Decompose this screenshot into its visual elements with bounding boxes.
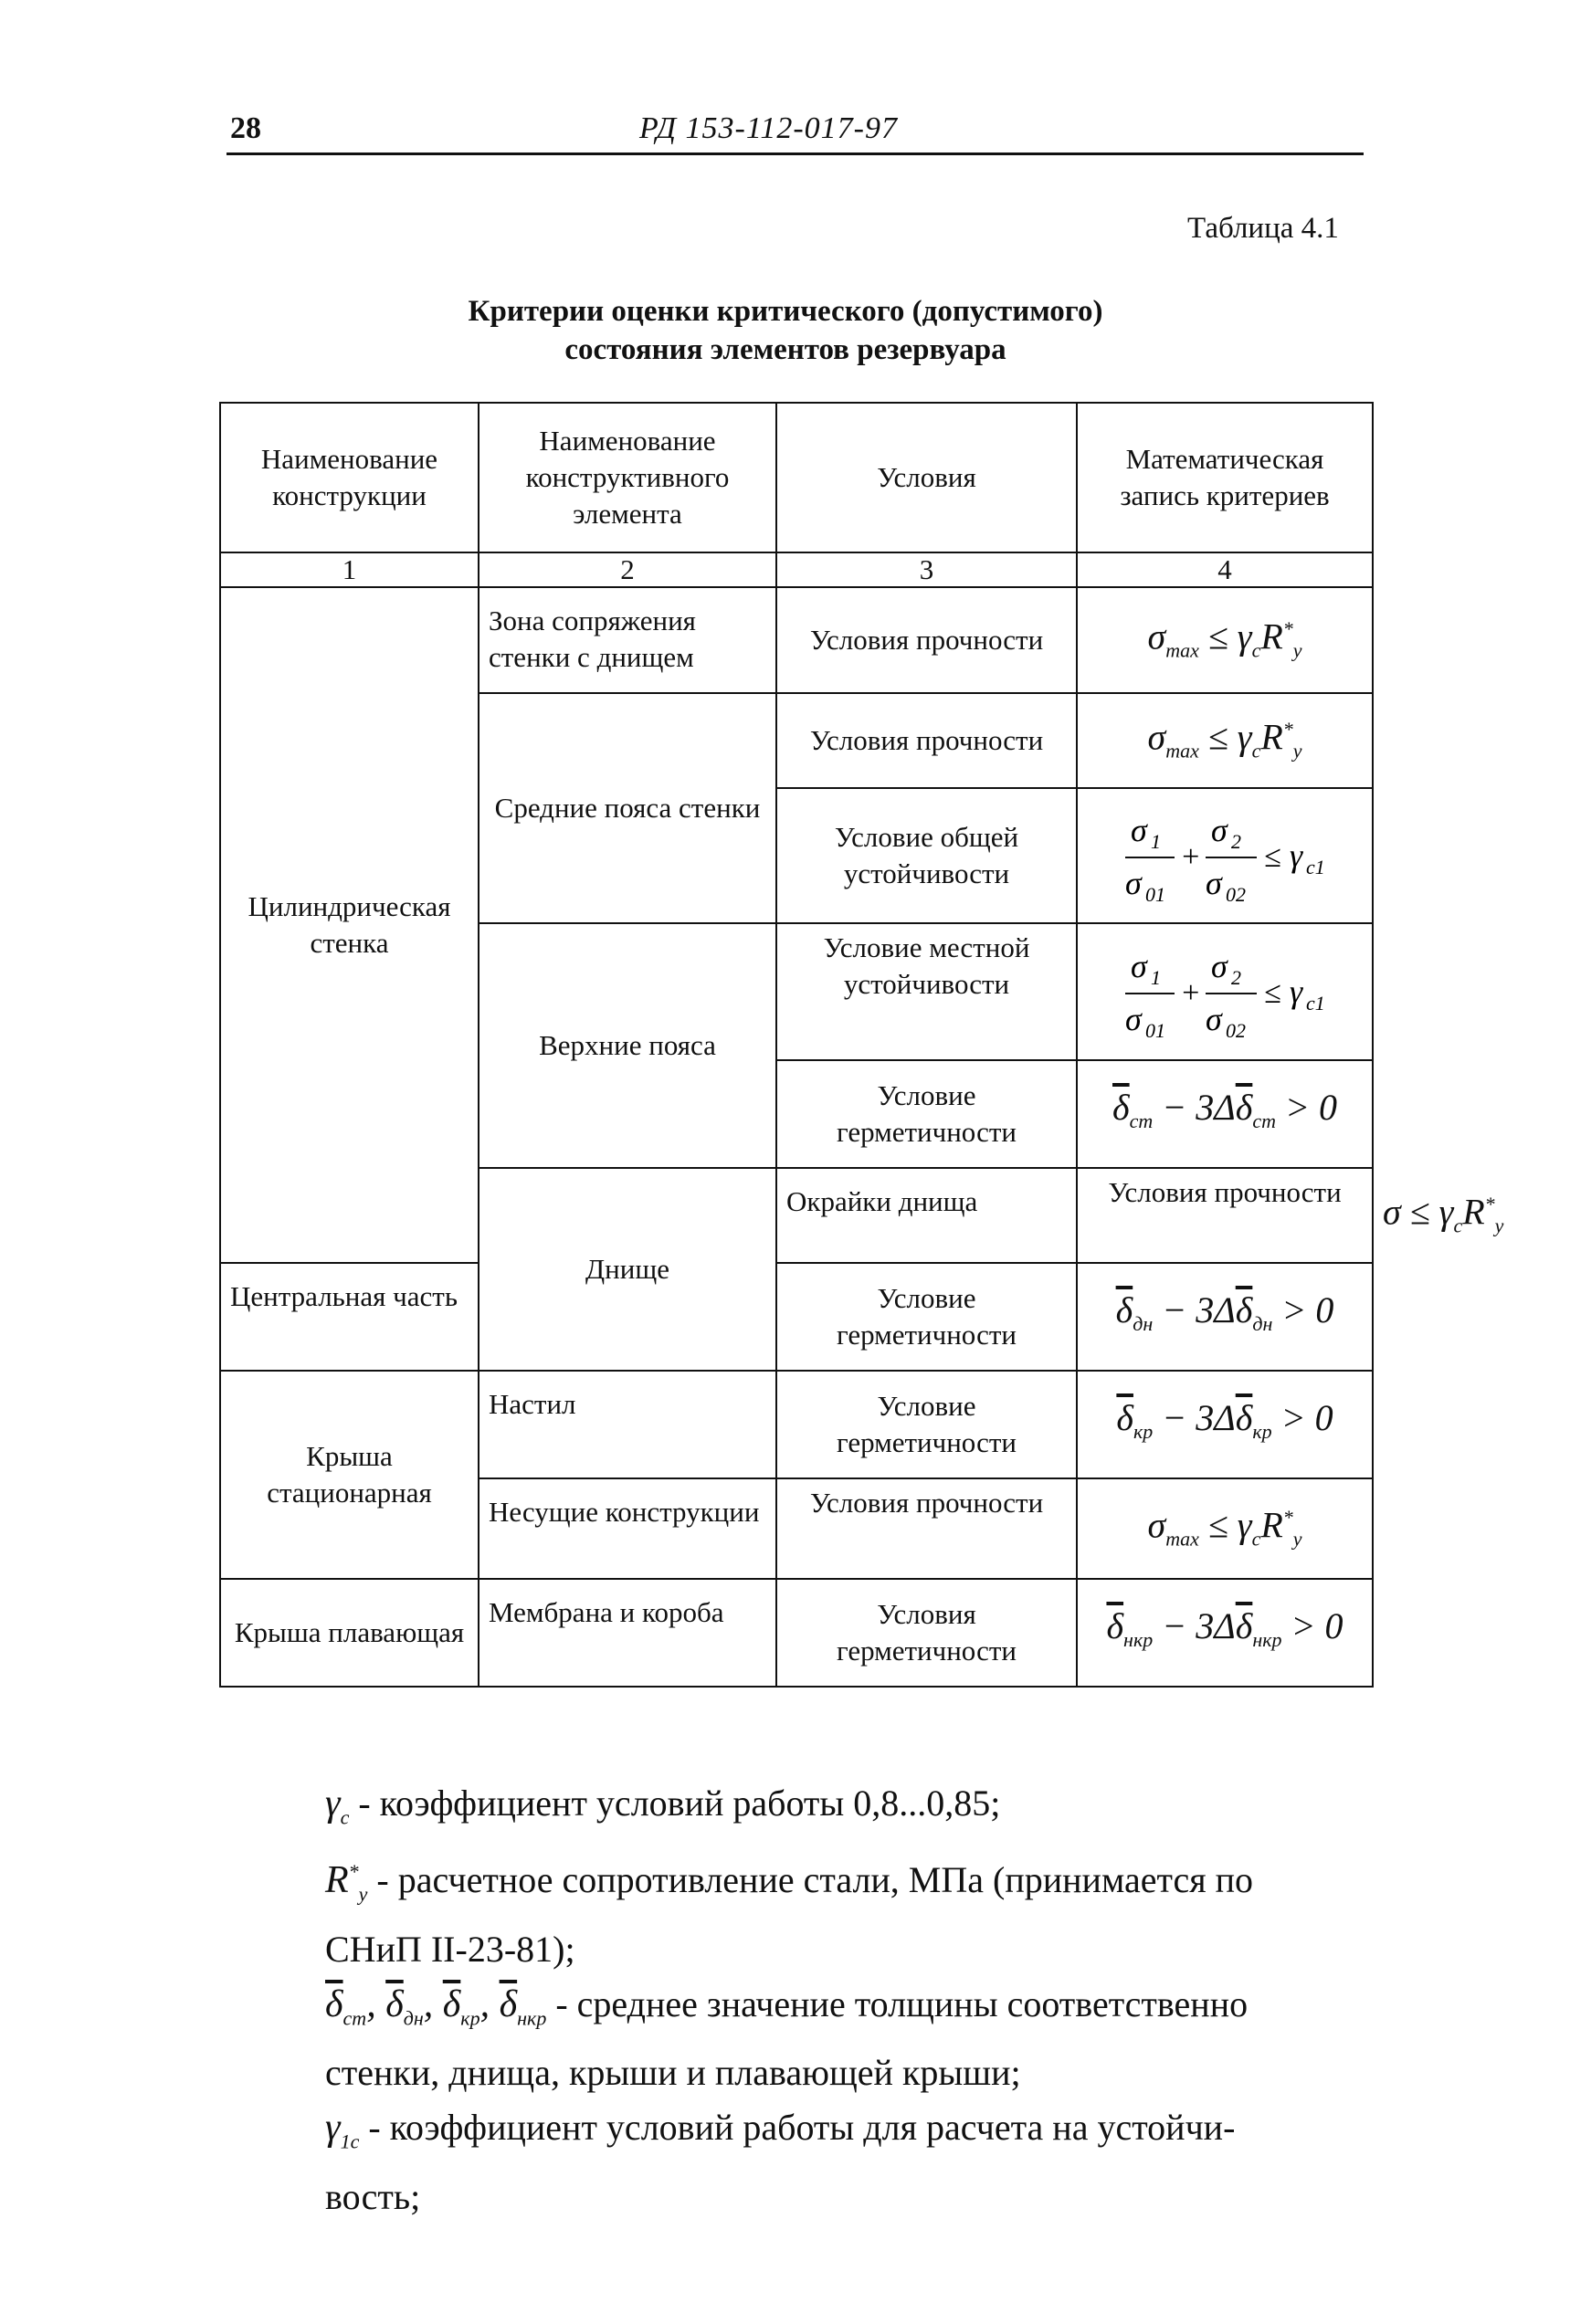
table-row (220, 587, 1373, 693)
svg-text:c1: c1 (1306, 991, 1325, 1015)
svg-text:1: 1 (1151, 965, 1161, 989)
formula-strength: $\sigma_{max} \le \gamma_cR^*_y$ (1077, 587, 1373, 693)
table-row: Днище Окрайки днища Условия прочности $\sigma \le \gamma_cR^*_y$ (220, 1168, 1373, 1263)
construction-fixed-roof: Крыша стационарная (220, 1371, 479, 1579)
note-ry-continued: СНиП II-23-81); (325, 1928, 575, 1970)
formula-tightness-bottom: $\overline{\delta}_{дн} - 3\Delta\overline{\delta}_{дн} > 0$ (1077, 1263, 1373, 1371)
stability-formula-graphic (1120, 803, 1330, 903)
note-delta-continued: стенки, днища, крыши и плавающей крыши; (325, 2052, 1021, 2094)
note-ry (325, 1845, 1357, 1921)
svg-text:02: 02 (1226, 1018, 1246, 1039)
table-row (220, 1263, 1373, 1371)
svg-text:≤: ≤ (1264, 839, 1281, 874)
table-title-line-1: Критерии оценки критического (допустимого) (468, 295, 1103, 328)
construction-bottom: Днище (479, 1168, 776, 1371)
svg-text:01: 01 (1145, 1018, 1165, 1039)
svg-text:01: 01 (1145, 882, 1165, 903)
element-bearing-structures: Несущие конструкции (479, 1478, 776, 1579)
svg-text:σ: σ (1206, 864, 1222, 901)
formula-local-stability (1077, 923, 1373, 1060)
table-header-row (220, 403, 1373, 552)
note-gamma-1c-text: - коэффициент условий работы для расчета на устойчи- (368, 2107, 1236, 2149)
table-label: Таблица 4.1 (1187, 212, 1339, 245)
document-code: РД 153-112-017-97 (639, 111, 898, 145)
column-number: 2 (479, 552, 776, 587)
note-gamma-c (325, 1776, 1357, 1845)
column-number: 4 (1077, 552, 1373, 587)
formula-strength: $\sigma_{max} \le \gamma_cR^*_y$ (1077, 693, 1373, 788)
svg-text:γ: γ (1290, 836, 1303, 874)
table-notes (325, 1776, 1357, 2224)
header-rule (227, 152, 1364, 155)
svg-text:1: 1 (1151, 829, 1161, 853)
formula-strength-roof: $\sigma_{max} \le \gamma_cR^*_y$ (1077, 1478, 1373, 1579)
svg-text:+: + (1180, 839, 1201, 874)
column-number-row (220, 552, 1373, 587)
condition-tightness-plural: Условия герметичности (776, 1579, 1077, 1687)
svg-text:≤: ≤ (1264, 975, 1281, 1010)
header-formula: Математическая запись критериев (1077, 403, 1373, 552)
svg-text:σ: σ (1131, 811, 1147, 848)
svg-text:σ: σ (1131, 947, 1147, 984)
symbol-gamma-c: $\gamma_c$ (325, 1782, 350, 1829)
svg-text:σ: σ (1211, 811, 1228, 848)
svg-text:2: 2 (1231, 965, 1241, 989)
condition-general-stability: Условие общей устойчивости (776, 788, 1077, 923)
condition-strength: Условия прочности (776, 1478, 1077, 1579)
svg-text:γ: γ (1290, 973, 1303, 1010)
formula-stability (1077, 788, 1373, 923)
formula-tightness-floating: $\overline{\delta}_{нкр} - 3\Delta\overline{\delta}_{нкр} > 0$ (1077, 1579, 1373, 1687)
condition-local-stability: Условие местной устойчивости (776, 923, 1077, 1060)
svg-text:2: 2 (1231, 829, 1241, 853)
element-membrane: Мембрана и короба (479, 1579, 776, 1687)
header-element: Наименование конструктивного элемента (479, 403, 776, 552)
symbol-deltas: $\overline{\delta}_{ст}$, $\overline{\delta}_{дн}$, $\overline{\delta}_{кр}$, $\overline{\delta}_{нкр}$ (325, 1982, 547, 2030)
element-deck: Настил (479, 1371, 776, 1478)
svg-text:02: 02 (1226, 882, 1246, 903)
formula-tightness-wall: $\overline{\delta}_{ст} - 3\Delta\overline{\delta}_{ст} > 0$ (1077, 1060, 1373, 1168)
header-construction: Наименование конструкции (220, 403, 479, 552)
svg-text:σ: σ (1206, 1000, 1222, 1037)
note-delta-text: - среднее значение толщины соответственно (555, 1982, 1249, 2024)
condition-tightness: Условие герметичности (776, 1371, 1077, 1478)
local-stability-formula-graphic (1120, 939, 1330, 1039)
condition-strength: Условия прочности (776, 693, 1077, 788)
condition-strength: Условия прочности (776, 587, 1077, 693)
symbol-ry: $R^*_y$ (325, 1859, 368, 1906)
table-title (219, 292, 1352, 369)
symbol-gamma-1c: $\gamma_{1c}$ (325, 2107, 360, 2153)
criteria-table (219, 402, 1504, 1688)
svg-text:c1: c1 (1306, 855, 1325, 878)
svg-text:σ: σ (1125, 864, 1142, 901)
note-gamma-c-text: - коэффициент условий работы 0,8...0,85; (358, 1782, 1001, 1824)
condition-tightness: Условие герметичности (776, 1263, 1077, 1371)
header-conditions: Условия (776, 403, 1077, 552)
svg-text:+: + (1180, 975, 1201, 1010)
condition-tightness: Условие герметичности (776, 1060, 1077, 1168)
table-title-line-2: состояния элементов резервуара (564, 333, 1006, 366)
page-number: 28 (230, 111, 261, 145)
note-ry-text: - расчетное сопротивление стали, МПа (принимается по (376, 1859, 1254, 1901)
table-row (220, 1579, 1373, 1687)
note-gamma-1c (325, 2100, 1357, 2169)
note-gamma-1c-continued: вость; (325, 2175, 421, 2217)
formula-tightness-roof: $\overline{\delta}_{кр} - 3\Delta\overline{\delta}_{кр} > 0$ (1077, 1371, 1373, 1478)
construction-floating-roof: Крыша плавающая (220, 1579, 479, 1687)
table-row (220, 1371, 1373, 1478)
column-number: 3 (776, 552, 1077, 587)
svg-text:σ: σ (1211, 947, 1228, 984)
element-central-part: Центральная часть (220, 1263, 479, 1371)
construction-cylindrical-wall: Цилиндрическая стенка (220, 587, 479, 1263)
element-edges: Окрайки днища (776, 1168, 1077, 1263)
element-zone: Зона сопряжения стенки с днищем (479, 587, 776, 693)
svg-text:σ: σ (1125, 1000, 1142, 1037)
element-middle-belts: Средние пояса стенки (479, 693, 776, 923)
condition-strength: Условия прочности (1077, 1168, 1373, 1263)
column-number: 1 (220, 552, 479, 587)
element-upper-belts: Верхние пояса (479, 923, 776, 1168)
note-delta (325, 1977, 1357, 2045)
